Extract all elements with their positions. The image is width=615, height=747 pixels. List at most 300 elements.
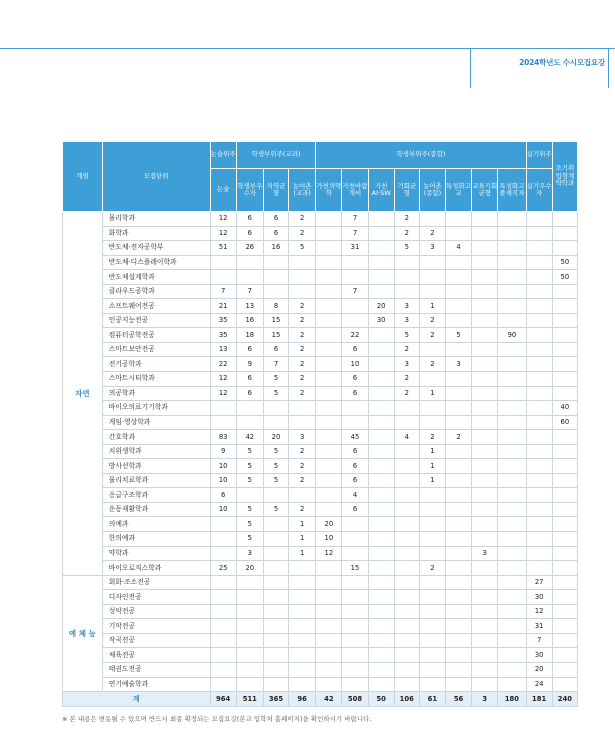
quota-cell bbox=[445, 502, 471, 517]
quota-cell bbox=[552, 604, 577, 619]
quota-cell bbox=[394, 532, 419, 547]
unit-name: 바이오로직스학과 bbox=[102, 561, 210, 576]
quota-cell bbox=[210, 517, 236, 532]
quota-cell: 1 bbox=[419, 459, 445, 474]
quota-cell bbox=[472, 459, 498, 474]
quota-cell bbox=[419, 648, 445, 663]
quota-cell bbox=[445, 633, 471, 648]
quota-cell bbox=[342, 590, 368, 605]
quota-cell bbox=[445, 255, 471, 270]
quota-cell: 2 bbox=[289, 328, 316, 343]
quota-cell: 7 bbox=[342, 212, 368, 227]
unit-name: 연기예술학과 bbox=[102, 677, 210, 692]
quota-cell: 7 bbox=[342, 226, 368, 241]
quota-cell bbox=[552, 488, 577, 503]
unit-name: 반도체·디스플레이학과 bbox=[102, 255, 210, 270]
quota-cell bbox=[552, 357, 577, 372]
quota-cell bbox=[263, 575, 288, 590]
unit-name: 스마트시티학과 bbox=[102, 372, 210, 387]
quota-cell: 12 bbox=[210, 386, 236, 401]
quota-cell bbox=[526, 372, 552, 387]
quota-cell bbox=[472, 226, 498, 241]
quota-cell bbox=[394, 502, 419, 517]
quota-cell bbox=[526, 357, 552, 372]
quota-cell bbox=[419, 270, 445, 285]
quota-cell bbox=[368, 633, 394, 648]
quota-cell: 6 bbox=[236, 342, 263, 357]
quota-cell bbox=[526, 255, 552, 270]
sub-header: 농어촌(교과) bbox=[289, 169, 316, 212]
quota-cell: 10 bbox=[316, 532, 342, 547]
quota-cell bbox=[368, 532, 394, 547]
quota-cell: 30 bbox=[526, 648, 552, 663]
quota-cell bbox=[236, 604, 263, 619]
total-cell: 42 bbox=[316, 692, 342, 707]
quota-cell: 50 bbox=[552, 255, 577, 270]
quota-cell bbox=[472, 372, 498, 387]
quota-cell bbox=[552, 444, 577, 459]
quota-cell bbox=[419, 372, 445, 387]
quota-cell: 18 bbox=[236, 328, 263, 343]
quota-cell bbox=[552, 662, 577, 677]
quota-cell bbox=[552, 575, 577, 590]
quota-cell bbox=[472, 444, 498, 459]
quota-cell bbox=[498, 226, 526, 241]
quota-cell bbox=[472, 386, 498, 401]
quota-cell: 51 bbox=[210, 241, 236, 256]
quota-cell bbox=[236, 255, 263, 270]
quota-cell bbox=[472, 502, 498, 517]
quota-cell bbox=[236, 619, 263, 634]
quota-cell bbox=[552, 677, 577, 692]
quota-cell: 6 bbox=[342, 342, 368, 357]
quota-cell bbox=[316, 619, 342, 634]
quota-cell bbox=[498, 342, 526, 357]
quota-cell bbox=[263, 662, 288, 677]
quota-cell bbox=[210, 546, 236, 561]
quota-cell bbox=[289, 662, 316, 677]
quota-cell bbox=[498, 677, 526, 692]
quota-cell bbox=[552, 284, 577, 299]
quota-cell bbox=[316, 473, 342, 488]
quota-cell bbox=[368, 488, 394, 503]
quota-cell: 31 bbox=[342, 241, 368, 256]
quota-cell bbox=[498, 284, 526, 299]
quota-cell bbox=[552, 386, 577, 401]
quota-cell: 3 bbox=[394, 313, 419, 328]
quota-cell: 10 bbox=[342, 357, 368, 372]
quota-cell bbox=[552, 473, 577, 488]
quota-cell bbox=[472, 313, 498, 328]
quota-cell bbox=[263, 401, 288, 416]
unit-name: 반도체·전자공학부 bbox=[102, 241, 210, 256]
quota-cell: 12 bbox=[210, 226, 236, 241]
quota-cell bbox=[316, 444, 342, 459]
quota-cell bbox=[316, 241, 342, 256]
quota-cell bbox=[498, 488, 526, 503]
quota-cell bbox=[419, 532, 445, 547]
quota-cell bbox=[526, 386, 552, 401]
quota-cell: 7 bbox=[526, 633, 552, 648]
quota-cell: 22 bbox=[210, 357, 236, 372]
table-row bbox=[63, 662, 578, 677]
quota-cell bbox=[289, 575, 316, 590]
quota-cell bbox=[472, 532, 498, 547]
quota-cell: 3 bbox=[419, 241, 445, 256]
quota-cell bbox=[263, 619, 288, 634]
table-row bbox=[63, 648, 578, 663]
table-row bbox=[63, 415, 578, 430]
quota-cell bbox=[445, 561, 471, 576]
quota-cell bbox=[263, 648, 288, 663]
table-row bbox=[63, 430, 578, 445]
quota-cell bbox=[472, 430, 498, 445]
quota-cell bbox=[316, 313, 342, 328]
quota-cell bbox=[498, 648, 526, 663]
quota-cell bbox=[472, 619, 498, 634]
unit-name: 약학과 bbox=[102, 546, 210, 561]
quota-cell bbox=[445, 342, 471, 357]
quota-cell bbox=[316, 648, 342, 663]
sub-header: 가천의약학 bbox=[316, 169, 342, 212]
quota-cell bbox=[316, 633, 342, 648]
quota-cell: 9 bbox=[236, 357, 263, 372]
quota-cell: 2 bbox=[289, 226, 316, 241]
quota-cell: 42 bbox=[236, 430, 263, 445]
quota-cell: 1 bbox=[289, 532, 316, 547]
quota-cell bbox=[289, 648, 316, 663]
total-cell: 56 bbox=[445, 692, 471, 707]
quota-cell bbox=[394, 270, 419, 285]
quota-cell bbox=[552, 561, 577, 576]
quota-cell bbox=[526, 532, 552, 547]
table-row bbox=[63, 357, 578, 372]
quota-cell bbox=[289, 677, 316, 692]
quota-cell bbox=[445, 546, 471, 561]
table-row bbox=[63, 313, 578, 328]
quota-cell bbox=[552, 517, 577, 532]
quota-cell bbox=[316, 372, 342, 387]
sub-header: 농어촌(종합) bbox=[419, 169, 445, 212]
quota-cell bbox=[289, 488, 316, 503]
quota-cell bbox=[472, 677, 498, 692]
quota-cell bbox=[498, 299, 526, 314]
quota-cell bbox=[210, 255, 236, 270]
quota-cell: 5 bbox=[263, 502, 288, 517]
quota-cell: 1 bbox=[419, 299, 445, 314]
quota-cell bbox=[368, 604, 394, 619]
quota-cell: 9 bbox=[210, 444, 236, 459]
quota-cell bbox=[236, 270, 263, 285]
quota-cell bbox=[394, 517, 419, 532]
quota-cell bbox=[236, 662, 263, 677]
header-rule-right bbox=[470, 48, 615, 49]
quota-cell bbox=[498, 561, 526, 576]
quota-cell: 1 bbox=[419, 444, 445, 459]
quota-cell bbox=[316, 604, 342, 619]
quota-cell bbox=[526, 313, 552, 328]
quota-cell bbox=[236, 415, 263, 430]
quota-cell bbox=[368, 561, 394, 576]
sub-header: 기회균형 bbox=[394, 169, 419, 212]
admission-table bbox=[62, 141, 578, 707]
quota-cell bbox=[368, 212, 394, 227]
quota-cell bbox=[368, 517, 394, 532]
quota-cell bbox=[498, 212, 526, 227]
table-row bbox=[63, 590, 578, 605]
quota-cell: 10 bbox=[210, 502, 236, 517]
quota-cell bbox=[394, 662, 419, 677]
quota-cell bbox=[526, 444, 552, 459]
unit-name: 방사선학과 bbox=[102, 459, 210, 474]
quota-cell: 12 bbox=[210, 372, 236, 387]
header-rule bbox=[0, 48, 470, 49]
quota-cell bbox=[210, 619, 236, 634]
unit-name: 물리학과 bbox=[102, 212, 210, 227]
quota-cell bbox=[316, 415, 342, 430]
sub-header: 지역균형 bbox=[263, 169, 288, 212]
table-row bbox=[63, 575, 578, 590]
quota-cell: 2 bbox=[445, 430, 471, 445]
student-subject-header: 학생부위주(교과) bbox=[236, 142, 316, 169]
quota-cell bbox=[419, 488, 445, 503]
quota-cell bbox=[445, 473, 471, 488]
table-row bbox=[63, 328, 578, 343]
table-row bbox=[63, 386, 578, 401]
quota-cell bbox=[316, 342, 342, 357]
quota-cell: 2 bbox=[419, 561, 445, 576]
quota-cell bbox=[472, 241, 498, 256]
table-row bbox=[63, 619, 578, 634]
quota-cell bbox=[316, 662, 342, 677]
quota-cell bbox=[498, 662, 526, 677]
quota-cell: 90 bbox=[498, 328, 526, 343]
quota-cell bbox=[263, 517, 288, 532]
quota-cell bbox=[316, 575, 342, 590]
table-row bbox=[63, 284, 578, 299]
quota-cell bbox=[368, 473, 394, 488]
table-row bbox=[63, 270, 578, 285]
header-divider-right bbox=[608, 48, 609, 88]
quota-cell: 20 bbox=[526, 662, 552, 677]
quota-cell bbox=[472, 662, 498, 677]
quota-cell: 5 bbox=[236, 473, 263, 488]
quota-cell bbox=[552, 372, 577, 387]
quota-cell bbox=[263, 255, 288, 270]
quota-cell bbox=[263, 604, 288, 619]
quota-cell bbox=[368, 415, 394, 430]
quota-cell: 4 bbox=[394, 430, 419, 445]
quota-cell bbox=[552, 212, 577, 227]
total-row bbox=[63, 692, 578, 707]
quota-cell: 6 bbox=[342, 502, 368, 517]
quota-cell bbox=[526, 488, 552, 503]
quota-cell bbox=[289, 270, 316, 285]
quota-cell bbox=[316, 299, 342, 314]
sub-header: 실기우수자 bbox=[526, 169, 552, 212]
quota-cell bbox=[289, 284, 316, 299]
quota-cell bbox=[445, 313, 471, 328]
quota-cell bbox=[419, 619, 445, 634]
quota-cell bbox=[316, 488, 342, 503]
quota-cell: 2 bbox=[289, 444, 316, 459]
sub-header: 특성화고졸재직자 bbox=[498, 169, 526, 212]
quota-cell bbox=[445, 517, 471, 532]
quota-cell: 20 bbox=[368, 299, 394, 314]
quota-cell bbox=[445, 284, 471, 299]
quota-cell bbox=[289, 255, 316, 270]
quota-cell: 2 bbox=[289, 502, 316, 517]
quota-cell: 5 bbox=[289, 241, 316, 256]
quota-cell bbox=[526, 517, 552, 532]
table-row bbox=[63, 459, 578, 474]
table-row bbox=[63, 372, 578, 387]
quota-cell bbox=[526, 212, 552, 227]
quota-cell: 3 bbox=[289, 430, 316, 445]
quota-cell: 2 bbox=[419, 226, 445, 241]
sub-header: 교육기회균형 bbox=[472, 169, 498, 212]
quota-cell bbox=[472, 488, 498, 503]
quota-cell bbox=[394, 401, 419, 416]
quota-cell: 1 bbox=[289, 517, 316, 532]
quota-cell bbox=[552, 226, 577, 241]
table-row bbox=[63, 488, 578, 503]
quota-cell bbox=[316, 561, 342, 576]
quota-cell: 5 bbox=[236, 517, 263, 532]
quota-cell bbox=[368, 270, 394, 285]
quota-cell bbox=[368, 284, 394, 299]
quota-cell: 5 bbox=[394, 241, 419, 256]
quota-cell bbox=[445, 532, 471, 547]
quota-cell bbox=[236, 648, 263, 663]
total-label: 계 bbox=[63, 692, 211, 707]
quota-cell bbox=[394, 590, 419, 605]
quota-cell: 12 bbox=[210, 212, 236, 227]
quota-cell bbox=[316, 590, 342, 605]
quota-cell bbox=[368, 502, 394, 517]
quota-cell: 5 bbox=[263, 459, 288, 474]
quota-cell: 5 bbox=[236, 444, 263, 459]
quota-cell bbox=[368, 430, 394, 445]
quota-cell bbox=[552, 299, 577, 314]
quota-cell bbox=[236, 488, 263, 503]
quota-cell bbox=[445, 648, 471, 663]
unit-name: 소프트웨어전공 bbox=[102, 299, 210, 314]
quota-cell bbox=[472, 575, 498, 590]
table-row bbox=[63, 401, 578, 416]
quota-cell: 2 bbox=[289, 357, 316, 372]
quota-cell: 2 bbox=[394, 372, 419, 387]
quota-cell: 2 bbox=[289, 386, 316, 401]
quota-cell bbox=[526, 546, 552, 561]
quota-cell: 6 bbox=[342, 444, 368, 459]
quota-cell bbox=[263, 532, 288, 547]
quota-cell: 5 bbox=[236, 459, 263, 474]
quota-cell bbox=[472, 401, 498, 416]
quota-cell: 6 bbox=[263, 226, 288, 241]
table-row bbox=[63, 633, 578, 648]
quota-cell bbox=[394, 604, 419, 619]
total-cell: 96 bbox=[289, 692, 316, 707]
unit-name: 전기공학과 bbox=[102, 357, 210, 372]
quota-cell bbox=[445, 619, 471, 634]
quota-cell: 2 bbox=[419, 313, 445, 328]
quota-cell bbox=[498, 546, 526, 561]
sub-header: 논술 bbox=[210, 169, 236, 212]
quota-cell bbox=[368, 372, 394, 387]
quota-cell bbox=[526, 270, 552, 285]
quota-cell: 3 bbox=[472, 546, 498, 561]
table-row bbox=[63, 561, 578, 576]
quota-cell bbox=[472, 517, 498, 532]
unit-name: 바이오의료기기학과 bbox=[102, 401, 210, 416]
quota-cell bbox=[368, 648, 394, 663]
quota-cell bbox=[368, 255, 394, 270]
quota-cell bbox=[498, 517, 526, 532]
quota-cell bbox=[210, 662, 236, 677]
unit-name: 인공지능전공 bbox=[102, 313, 210, 328]
quota-cell: 7 bbox=[210, 284, 236, 299]
total-cell: 365 bbox=[263, 692, 288, 707]
table-row bbox=[63, 546, 578, 561]
quota-cell bbox=[368, 444, 394, 459]
table-row bbox=[63, 604, 578, 619]
quota-cell bbox=[526, 473, 552, 488]
unit-name: 회화·조소전공 bbox=[102, 575, 210, 590]
quota-cell bbox=[498, 604, 526, 619]
quota-cell bbox=[445, 386, 471, 401]
quota-cell: 40 bbox=[552, 401, 577, 416]
quota-cell bbox=[498, 241, 526, 256]
quota-cell bbox=[210, 677, 236, 692]
quota-cell bbox=[445, 444, 471, 459]
quota-cell: 2 bbox=[394, 212, 419, 227]
quota-cell bbox=[445, 372, 471, 387]
quota-cell bbox=[342, 270, 368, 285]
quota-cell bbox=[552, 619, 577, 634]
quota-cell bbox=[342, 532, 368, 547]
quota-cell bbox=[342, 662, 368, 677]
quota-cell: 7 bbox=[236, 284, 263, 299]
quota-cell bbox=[263, 633, 288, 648]
quota-cell bbox=[394, 255, 419, 270]
group-label: 자연 bbox=[63, 212, 103, 576]
quota-cell bbox=[419, 415, 445, 430]
quota-cell bbox=[419, 517, 445, 532]
quota-cell: 2 bbox=[394, 226, 419, 241]
early-employment-header: 조기취업형계약학과 bbox=[552, 142, 577, 212]
unit-name: 의예과 bbox=[102, 517, 210, 532]
unit-name: 한의예과 bbox=[102, 532, 210, 547]
unit-name: 디자인전공 bbox=[102, 590, 210, 605]
quota-cell bbox=[316, 226, 342, 241]
quota-cell: 12 bbox=[526, 604, 552, 619]
total-cell: 511 bbox=[236, 692, 263, 707]
quota-cell bbox=[445, 590, 471, 605]
quota-cell bbox=[445, 575, 471, 590]
quota-cell: 6 bbox=[342, 372, 368, 387]
quota-cell: 1 bbox=[419, 386, 445, 401]
quota-cell: 5 bbox=[236, 532, 263, 547]
quota-cell bbox=[526, 342, 552, 357]
quota-cell: 50 bbox=[552, 270, 577, 285]
quota-cell bbox=[498, 459, 526, 474]
quota-cell bbox=[342, 517, 368, 532]
col-unit-header: 모집단위 bbox=[102, 142, 210, 212]
quota-cell: 45 bbox=[342, 430, 368, 445]
quota-cell: 30 bbox=[368, 313, 394, 328]
quota-cell: 4 bbox=[445, 241, 471, 256]
